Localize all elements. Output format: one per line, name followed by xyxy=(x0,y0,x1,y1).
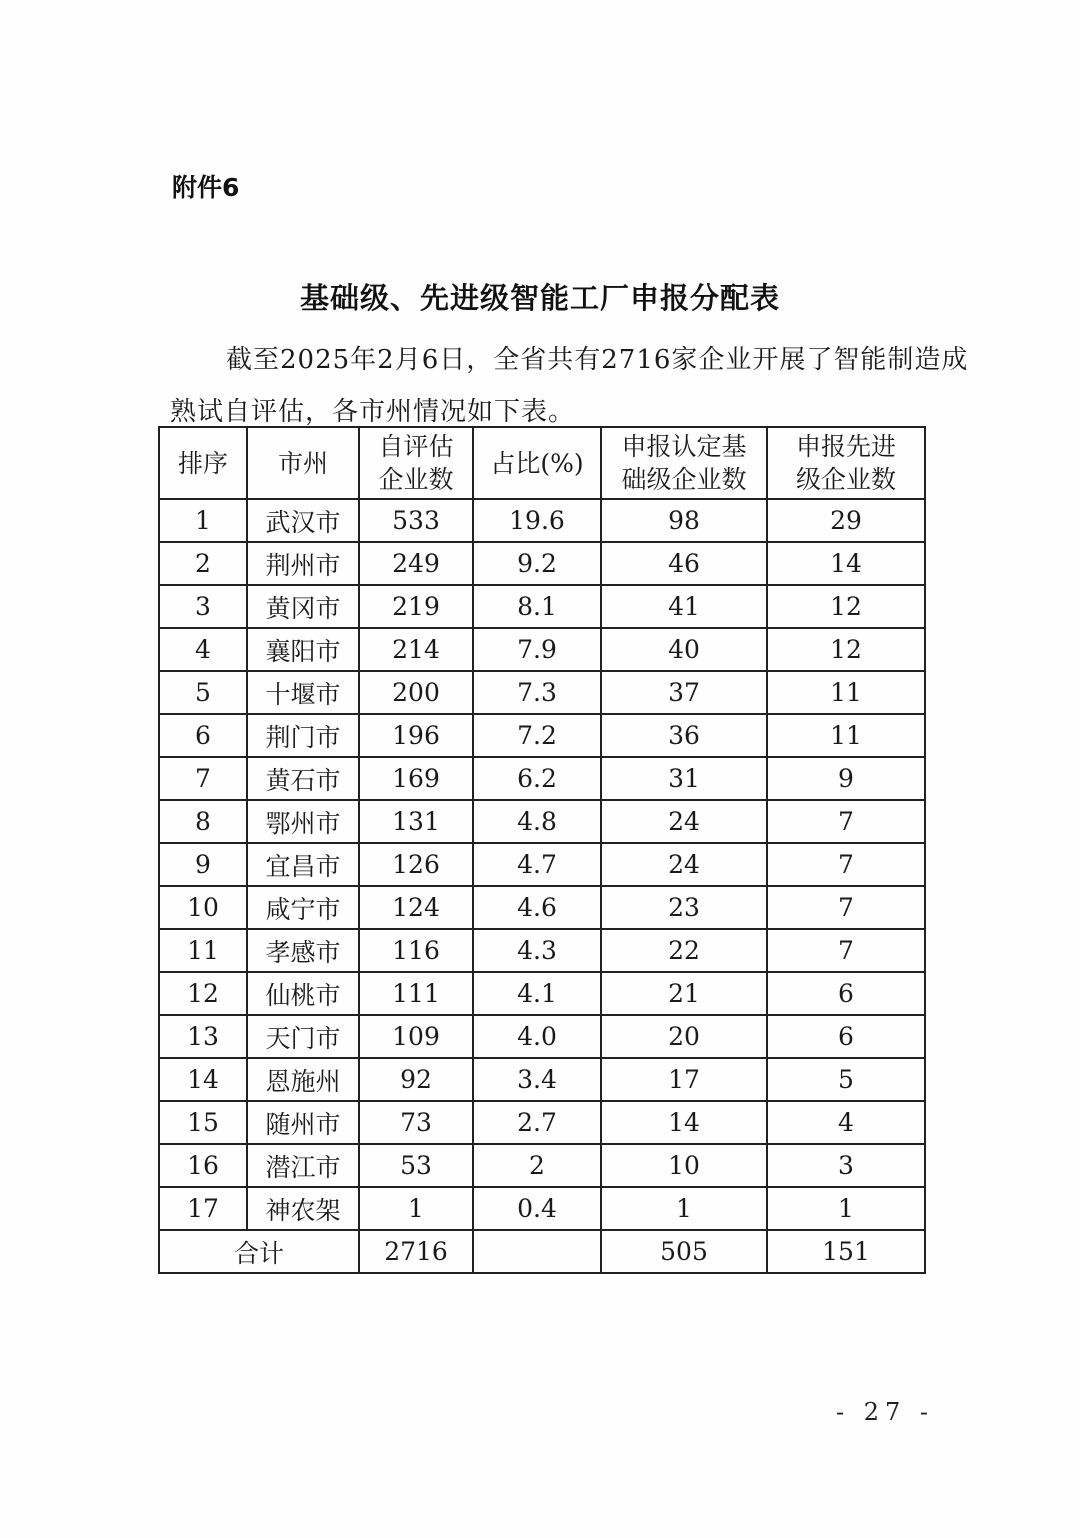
total-row xyxy=(159,1230,925,1273)
cell-rank: 8 xyxy=(159,800,247,843)
cell-share: 4.3 xyxy=(473,929,601,972)
cell-city: 鄂州市 xyxy=(247,800,359,843)
cell-self-eval: 126 xyxy=(359,843,473,886)
cell-city: 襄阳市 xyxy=(247,628,359,671)
cell-basic: 40 xyxy=(601,628,767,671)
table-row xyxy=(159,1015,925,1058)
cell-city: 荆州市 xyxy=(247,542,359,585)
cell-basic: 98 xyxy=(601,499,767,542)
cell-basic: 24 xyxy=(601,843,767,886)
cell-city: 随州市 xyxy=(247,1101,359,1144)
cell-city: 十堰市 xyxy=(247,671,359,714)
table-row xyxy=(159,757,925,800)
page-number: - 27 - xyxy=(836,1398,935,1426)
cell-city: 黄石市 xyxy=(247,757,359,800)
cell-share: 0.4 xyxy=(473,1187,601,1230)
cell-self-eval: 249 xyxy=(359,542,473,585)
table-body xyxy=(159,499,925,1230)
cell-advanced: 11 xyxy=(767,671,925,714)
total-self-eval: 2716 xyxy=(359,1230,473,1273)
cell-city: 荆门市 xyxy=(247,714,359,757)
cell-basic: 46 xyxy=(601,542,767,585)
cell-advanced: 1 xyxy=(767,1187,925,1230)
cell-advanced: 12 xyxy=(767,585,925,628)
total-label: 合计 xyxy=(159,1230,359,1273)
cell-rank: 14 xyxy=(159,1058,247,1101)
cell-city: 咸宁市 xyxy=(247,886,359,929)
document-title: 基础级、先进级智能工厂申报分配表 xyxy=(299,281,780,315)
cell-self-eval: 109 xyxy=(359,1015,473,1058)
cell-rank: 15 xyxy=(159,1101,247,1144)
cell-advanced: 6 xyxy=(767,1015,925,1058)
cell-rank: 13 xyxy=(159,1015,247,1058)
cell-advanced: 7 xyxy=(767,929,925,972)
total-share xyxy=(473,1230,601,1273)
table-row xyxy=(159,585,925,628)
cell-advanced: 4 xyxy=(767,1101,925,1144)
cell-rank: 5 xyxy=(159,671,247,714)
cell-self-eval: 196 xyxy=(359,714,473,757)
cell-basic: 14 xyxy=(601,1101,767,1144)
cell-basic: 36 xyxy=(601,714,767,757)
cell-city: 仙桃市 xyxy=(247,972,359,1015)
cell-rank: 7 xyxy=(159,757,247,800)
table-row xyxy=(159,1144,925,1187)
cell-rank: 11 xyxy=(159,929,247,972)
table-row xyxy=(159,714,925,757)
intro-paragraph: 截至2025年2月6日，全省共有2716家企业开展了智能制造成熟试自评估，各市州情况如下表。 xyxy=(170,345,969,427)
cell-self-eval: 111 xyxy=(359,972,473,1015)
cell-city: 潜江市 xyxy=(247,1144,359,1187)
cell-rank: 6 xyxy=(159,714,247,757)
header-city: 市州 xyxy=(247,427,359,499)
cell-rank: 1 xyxy=(159,499,247,542)
cell-share: 2.7 xyxy=(473,1101,601,1144)
cell-basic: 31 xyxy=(601,757,767,800)
cell-rank: 16 xyxy=(159,1144,247,1187)
cell-self-eval: 1 xyxy=(359,1187,473,1230)
cell-rank: 12 xyxy=(159,972,247,1015)
table-row xyxy=(159,972,925,1015)
cell-self-eval: 219 xyxy=(359,585,473,628)
cell-self-eval: 73 xyxy=(359,1101,473,1144)
cell-basic: 41 xyxy=(601,585,767,628)
cell-share: 7.3 xyxy=(473,671,601,714)
table-row xyxy=(159,800,925,843)
table-row xyxy=(159,929,925,972)
cell-rank: 9 xyxy=(159,843,247,886)
cell-share: 19.6 xyxy=(473,499,601,542)
cell-advanced: 7 xyxy=(767,886,925,929)
cell-self-eval: 53 xyxy=(359,1144,473,1187)
cell-advanced: 7 xyxy=(767,800,925,843)
cell-basic: 22 xyxy=(601,929,767,972)
cell-share: 7.2 xyxy=(473,714,601,757)
cell-basic: 23 xyxy=(601,886,767,929)
cell-advanced: 12 xyxy=(767,628,925,671)
cell-rank: 2 xyxy=(159,542,247,585)
table-row xyxy=(159,1187,925,1230)
cell-share: 6.2 xyxy=(473,757,601,800)
cell-advanced: 9 xyxy=(767,757,925,800)
cell-share: 2 xyxy=(473,1144,601,1187)
cell-share: 4.8 xyxy=(473,800,601,843)
cell-self-eval: 124 xyxy=(359,886,473,929)
table-row xyxy=(159,671,925,714)
cell-share: 4.0 xyxy=(473,1015,601,1058)
cell-self-eval: 214 xyxy=(359,628,473,671)
cell-advanced: 29 xyxy=(767,499,925,542)
cell-share: 4.7 xyxy=(473,843,601,886)
cell-rank: 10 xyxy=(159,886,247,929)
cell-self-eval: 116 xyxy=(359,929,473,972)
cell-share: 7.9 xyxy=(473,628,601,671)
cell-advanced: 3 xyxy=(767,1144,925,1187)
cell-share: 4.1 xyxy=(473,972,601,1015)
cell-share: 8.1 xyxy=(473,585,601,628)
table-row xyxy=(159,542,925,585)
header-self-eval: 自评估 企业数 xyxy=(359,427,473,499)
header-rank: 排序 xyxy=(159,427,247,499)
cell-basic: 21 xyxy=(601,972,767,1015)
cell-share: 3.4 xyxy=(473,1058,601,1101)
cell-advanced: 14 xyxy=(767,542,925,585)
table-row xyxy=(159,843,925,886)
cell-city: 天门市 xyxy=(247,1015,359,1058)
cell-self-eval: 92 xyxy=(359,1058,473,1101)
attachment-label: 附件6 xyxy=(172,173,240,202)
cell-self-eval: 533 xyxy=(359,499,473,542)
cell-rank: 17 xyxy=(159,1187,247,1230)
cell-rank: 4 xyxy=(159,628,247,671)
cell-city: 神农架 xyxy=(247,1187,359,1230)
cell-share: 9.2 xyxy=(473,542,601,585)
table-header-row xyxy=(159,427,925,499)
cell-self-eval: 131 xyxy=(359,800,473,843)
table-row xyxy=(159,1101,925,1144)
table-row xyxy=(159,628,925,671)
cell-city: 恩施州 xyxy=(247,1058,359,1101)
header-basic: 申报认定基 础级企业数 xyxy=(601,427,767,499)
table-row xyxy=(159,499,925,542)
total-basic: 505 xyxy=(601,1230,767,1273)
cell-advanced: 7 xyxy=(767,843,925,886)
cell-city: 孝感市 xyxy=(247,929,359,972)
table-row xyxy=(159,886,925,929)
cell-self-eval: 200 xyxy=(359,671,473,714)
cell-city: 黄冈市 xyxy=(247,585,359,628)
cell-advanced: 6 xyxy=(767,972,925,1015)
header-share: 占比(%) xyxy=(473,427,601,499)
cell-basic: 17 xyxy=(601,1058,767,1101)
header-advanced: 申报先进 级企业数 xyxy=(767,427,925,499)
cell-advanced: 11 xyxy=(767,714,925,757)
cell-basic: 24 xyxy=(601,800,767,843)
cell-advanced: 5 xyxy=(767,1058,925,1101)
cell-city: 宜昌市 xyxy=(247,843,359,886)
cell-basic: 10 xyxy=(601,1144,767,1187)
cell-self-eval: 169 xyxy=(359,757,473,800)
allocation-table xyxy=(158,426,926,1274)
cell-basic: 1 xyxy=(601,1187,767,1230)
cell-share: 4.6 xyxy=(473,886,601,929)
cell-rank: 3 xyxy=(159,585,247,628)
cell-basic: 20 xyxy=(601,1015,767,1058)
total-advanced: 151 xyxy=(767,1230,925,1273)
table-row xyxy=(159,1058,925,1101)
cell-basic: 37 xyxy=(601,671,767,714)
cell-city: 武汉市 xyxy=(247,499,359,542)
